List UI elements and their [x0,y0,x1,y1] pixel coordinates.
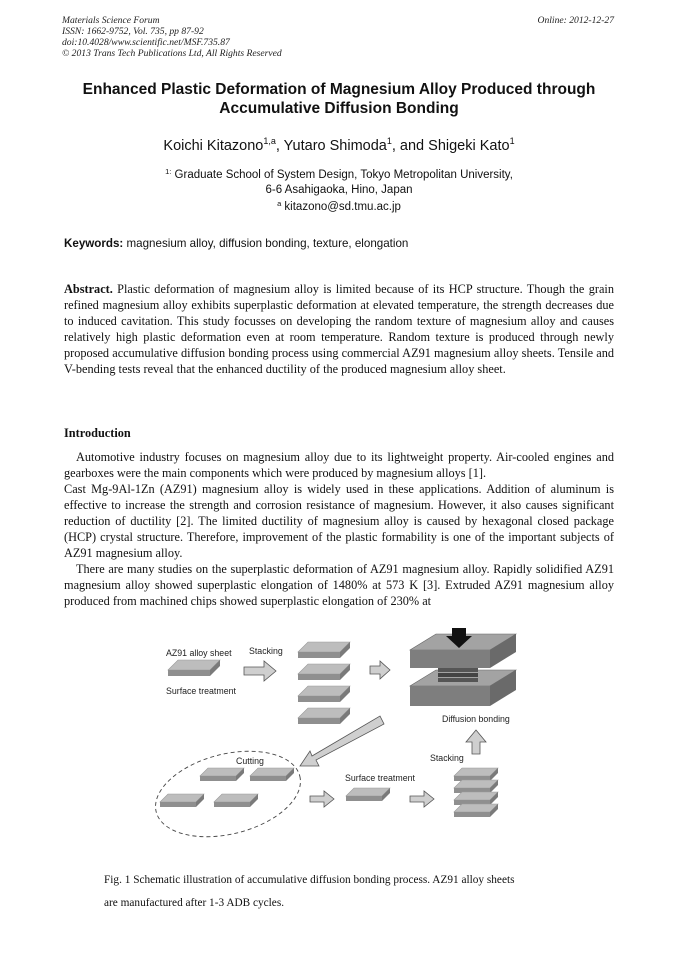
label-surface-treatment-top: Surface treatment [166,686,236,696]
keywords-text: magnesium alloy, diffusion bonding, texture, elongation [123,237,409,250]
author-name: Yutaro Shimoda [283,138,387,154]
treated-piece [346,788,390,801]
arrow-right-icon [370,661,390,679]
journal-name: Materials Science Forum [62,15,160,26]
affiliation-email: $^a$ kitazono@sd.tmu.ac.jp [277,199,401,213]
section-heading-introduction: Introduction [64,426,131,440]
affiliation [100,165,578,215]
online-date: Online: 2012-12-27 [537,15,614,26]
keywords-label: Keywords: [64,237,124,250]
affiliation-line-1: $^{1:}$ Graduate School of System Design, Tokyo Metropolitan University, [165,167,513,181]
label-cutting: Cutting [236,756,264,766]
alloy-sheet-plate [168,660,220,676]
journal-doi: doi:10.4028/www.scientific.net/MSF.735.87 [62,37,230,48]
diffusion-bonding-press [410,628,516,706]
label-diffusion-bonding: Diffusion bonding [442,714,510,724]
label-surface-treatment-bottom: Surface treatment [345,773,415,783]
paragraph: Cast Mg-9Al-1Zn (AZ91) magnesium alloy is widely used in these applications. Addition of aluminum is effective to increase the strength and corrosion resistance of magnesium. However, it also causes significant reduction of ductility [2]. The limited ductility of magnesium alloy is caused by hexagonal closed package (HCP) crystal structure. Therefore, improvement of the plastic formability is one of the important subjects of AZ91 magnesium alloy. [64,482,614,560]
introduction-body [64,449,614,609]
paragraph: There are many studies on the superplastic deformation of AZ91 magnesium alloy. Rapidly solidified AZ91 magnesium alloy showed superplastic elongation of 1480% at 573 K [3]. Extruded AZ91 magnesium alloy produced from machined chips showed superplastic elongation of 230% at [64,562,614,608]
keywords [64,237,616,251]
abstract-label: Abstract. [64,282,113,296]
process-schematic [148,624,528,844]
label-stacking-top: Stacking [249,646,283,656]
author-list: Koichi Kitazono$^{1,a}$, Yutaro Shimoda$^1$, and Shigeki Kato$^1$ [163,136,515,154]
author-name: Koichi Kitazono [163,138,264,154]
author-affil-marker: 1 [509,136,515,146]
figure-caption [104,869,584,915]
arrow-right-icon [410,791,434,807]
label-stacking-bottom: Stacking [430,753,464,763]
arrow-up-icon [466,730,486,754]
journal-info [62,15,282,59]
caption-line-1: Fig. 1 Schematic illustration of accumulative diffusion bonding process. AZ91 alloy sheets [104,874,515,886]
arrow-right-icon [244,661,276,681]
bonded-sheets [438,668,478,682]
cut-pieces [160,768,294,807]
title-line-1: Enhanced Plastic Deformation of Magnesium Alloy Produced through [82,81,596,98]
email-link[interactable]: kitazono@sd.tmu.ac.jp [281,201,401,213]
stacked-plates [298,642,350,724]
restacked-pieces [454,768,498,817]
caption-line-2: are manufactured after 1-3 ADB cycles. [104,897,285,909]
author-name: Shigeki Kato [428,138,510,154]
author-affil-marker: 1 [386,136,392,146]
cutting-outline [148,737,309,844]
label-alloy-sheet: AZ91 alloy sheet [166,648,232,658]
journal-copyright: © 2013 Trans Tech Publications Ltd, All Rights Reserved [62,48,282,59]
paper-title [40,80,638,118]
journal-issn: ISSN: 1662-9752, Vol. 735, pp 87-92 [62,26,204,37]
title-line-2: Accumulative Diffusion Bonding [219,100,459,117]
abstract-text: Plastic deformation of magnesium alloy is limited because of its HCP structure. Though the grain refined magnesium alloy exhibits superplastic deformation at elevated temperature, the strength decreases due to induced cavitation. This study focusses on developing the random texture of magnesium alloy and causes relatively high plastic deformation even at room temperature. Random texture is produced through newly proposed accumulative diffusion bonding process using commercial AZ91 magnesium alloy sheets. Tensile and V-bending tests reveal that the enhanced ductility of the produced magnesium alloy sheet. [64,282,614,376]
paragraph: Automotive industry focuses on magnesium alloy due to its lightweight property. Air-cooled engines and gearboxes were the main components which were produced by magnesium alloys [1]. [64,450,614,480]
figure-adb-process [148,624,528,844]
author-affil-marker: 1,a [263,136,276,146]
abstract [64,281,614,377]
affiliation-line-2: 6-6 Asahigaoka, Hino, Japan [265,183,413,196]
arrow-right-icon [310,791,334,807]
